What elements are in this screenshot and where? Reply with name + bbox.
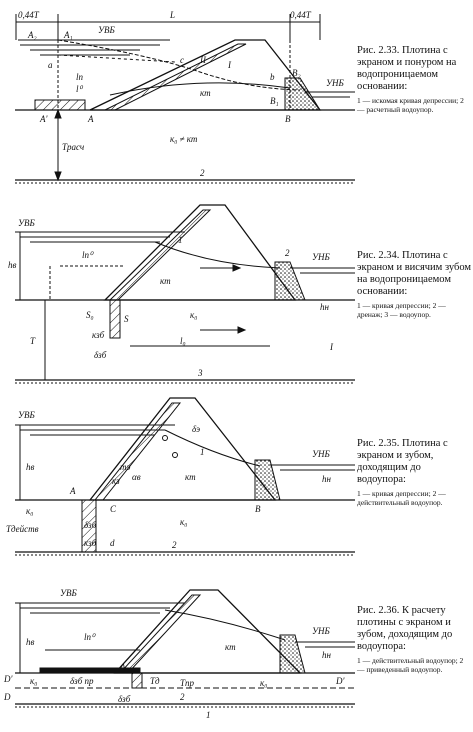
label-hn: hн [320,302,329,312]
label-trasch: Tрасч [62,142,85,152]
label-ln: lп⁰ [82,250,93,260]
label-uvb: УВБ [18,218,35,228]
figure-2-36 [15,590,355,707]
label-2: 2 [200,168,205,178]
label-kt: кт [185,472,196,482]
label-uvb: УВБ [18,410,35,420]
label-ln: lп [76,72,84,82]
caption-fig-2-35 [357,438,471,507]
label-k0-mid: к₀ [180,517,188,527]
caption-notes: 1 — искомая кривая депрессии; 2 — расчетный водоупор. [357,96,464,114]
label-2: 2 [285,248,290,258]
label-hv: hв [8,260,17,270]
label-l0: l₀ [180,336,186,346]
label-3: 3 [198,368,203,378]
figure-2-34 [15,205,355,383]
label-a: a [48,60,53,70]
label-kt: кт [160,276,171,286]
label-alpha: αв [132,472,141,482]
label-kz: кз [112,476,120,486]
label-k0-right: к₀ [260,678,268,688]
label-1: 1 [178,235,183,245]
label-A: A [120,662,126,672]
label-uvb: УВБ [98,25,115,35]
label-S: S [124,314,129,324]
label-unb: УНБ [312,449,330,459]
label-I: I [228,60,231,70]
caption-title: Рис. 2.33. Плотина с экраном и понуром на водопроницаемом основании: [357,45,457,92]
dim-L-label: L [170,10,176,20]
label-l0: l⁰ [76,84,83,94]
label-Tpr: Tпр [180,678,195,688]
label-Dprime-right: D' [336,676,345,686]
label-kt: кт [225,642,236,652]
label-D: D [4,692,11,702]
caption-fig-2-33 [357,45,471,114]
label-k0: к₀ [26,506,34,516]
label-ln: lп⁰ [84,632,95,642]
dim-left-label: 0,44T [18,10,39,20]
label-he: hн [322,474,331,484]
label-unb: УНБ [312,252,330,262]
label-dzb: δзб [118,694,131,704]
label-dzb: δзб [94,350,107,360]
label-II: II [200,55,206,65]
label-deltae: δэ [192,424,201,434]
caption-fig-2-34 [357,250,471,319]
caption-notes: 1 — действительный водоупор; 2 — приведенный водоупор. [357,656,464,674]
label-2: 2 [180,692,185,702]
label-I: I [330,342,333,352]
label-C: C [110,504,117,514]
label-kt: кт [200,88,211,98]
label-kzb: кзб [84,538,97,548]
label-B2: B₂ [292,68,301,78]
label-Aprime: A' [40,114,48,124]
label-A: A [70,486,76,496]
label-A: A [88,114,94,124]
caption-title: Рис. 2.36. К расчету плотины с экраном и зубом, доходящим до водоупора: [357,605,453,652]
label-B: B [285,114,291,124]
label-Tg: Tд [150,676,160,686]
figure-2-35-labels [6,410,332,550]
caption-title: Рис. 2.34. Плотина с экраном и висячим зубом на водопроницаемом основании: [357,250,472,297]
label-k0-neq-kt: к₀ ≠ кт [170,134,198,144]
label-2: 2 [172,540,177,550]
label-B1: B₁ [270,96,279,106]
label-unb: УНБ [312,626,330,636]
label-me: mэ [120,462,131,472]
label-A2: A₂ [28,30,37,40]
label-1: 1 [200,447,205,457]
caption-notes: 1 — кривая депрессии; 2 — дренаж; 3 — водоупор. [357,301,446,319]
label-c: c [180,55,184,65]
label-hv: hв [26,637,35,647]
label-B: B [255,504,261,514]
label-1: 1 [206,710,211,720]
label-kzb: кзб [92,330,105,340]
caption-title: Рис. 2.35. Плотина с экраном и зубом, доходящим до водоупора: [357,438,448,485]
label-dzbpr: δзб пр [70,676,94,686]
label-uvb: УВБ [60,588,77,598]
label-hv: hв [26,462,35,472]
label-A1: A₁ [64,30,73,40]
label-T: T [30,336,36,346]
label-k0: к₀ [190,310,198,320]
label-k0-left: к₀ [30,676,38,686]
label-d: d [110,538,115,548]
caption-fig-2-36 [357,605,471,674]
label-dzb: δзб [84,520,97,530]
label-Dprime-left: D' [4,674,13,684]
label-S0: S₀ [86,310,94,320]
label-b: b [270,72,275,82]
caption-notes: 1 — кривая депрессии; 2 — действительный водоупор. [357,489,446,507]
dim-right-label: 0,44T [290,10,311,20]
label-tdeistv: Tдейств [6,524,39,534]
label-hn: hн [322,650,331,660]
label-unb: УНБ [326,78,344,88]
